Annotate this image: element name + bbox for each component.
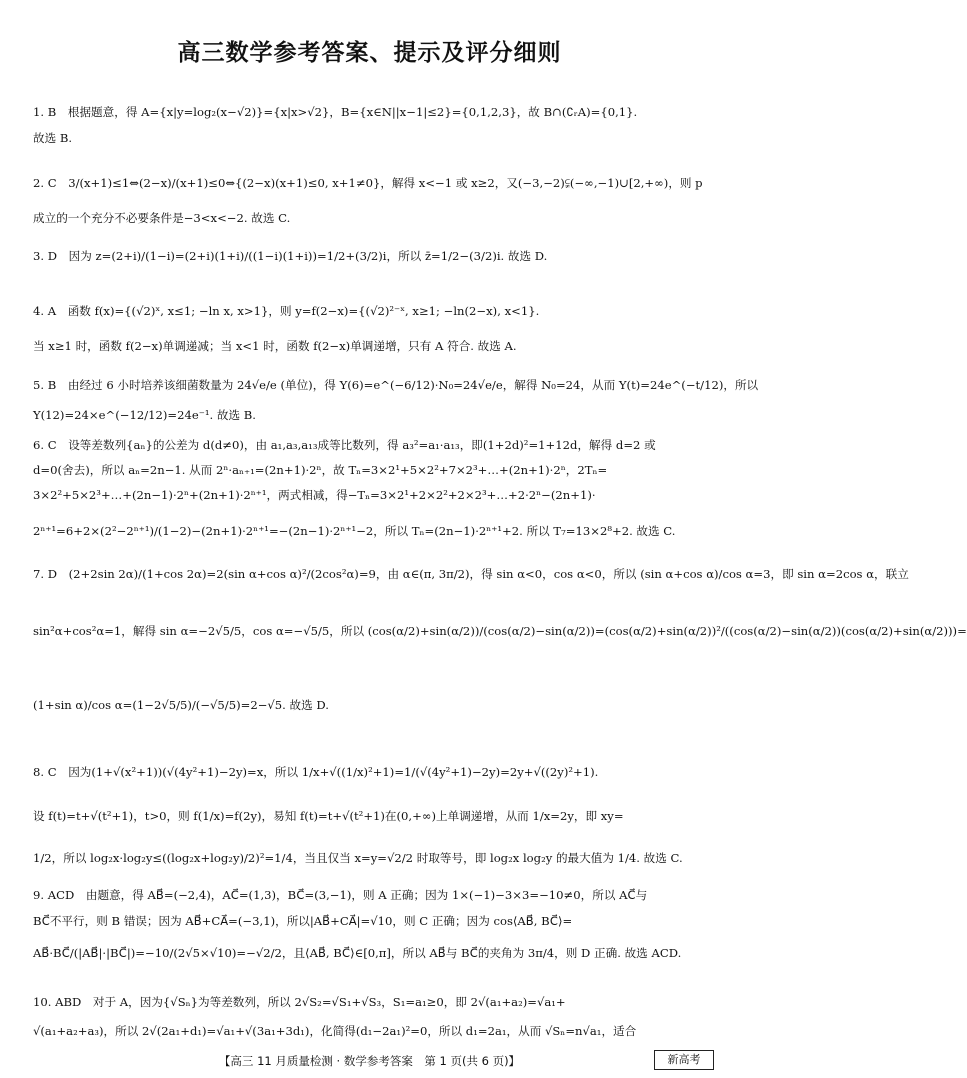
text-line: 7. D (2+2sin 2α)/(1+cos 2α)=2(sin α+cos α)²/(2cos²α)=9，由 α∈(π, 3π/2)，得 sin α<0，cos α<0，所以 (sin α+cos α)/cos α=3，即 sin α=2cos α，联立	[33, 567, 909, 581]
text-line: 故选 B.	[33, 131, 73, 145]
text-line: 9. ACD 由题意，得 AB⃗=(−2,4)，AC⃗=(1,3)，BC⃗=(3,−1)，则 A 正确；因为 1×(−1)−3×3=−10≠0，所以 AC⃗与	[33, 888, 648, 902]
text-line: 成立的一个充分不必要条件是−3<x<−2. 故选 C.	[33, 211, 291, 225]
text-line: 4. A 函数 f(x)={(√2)ˣ, x≤1; −ln x, x>1}，则 y=f(2−x)={(√2)²⁻ˣ, x≥1; −ln(2−x), x<1}.	[33, 304, 540, 318]
text-line: AB⃗·BC⃗/(|AB⃗|·|BC⃗|)=−10/(2√5×√10)=−√2/2，且⟨AB⃗, BC⃗⟩∈[0,π]，所以 AB⃗与 BC⃗的夹角为 3π/4，则 D 正确. 故选 ACD.	[33, 946, 682, 960]
text-line: 5. B 由经过 6 小时培养该细菌数量为 24√e/e (单位)，得 Y(6)=e^(−6/12)·N₀=24√e/e，解得 N₀=24，从而 Y(t)=24e^(−t/12)，所以	[33, 378, 759, 392]
text-line: 3×2²+5×2³+…+(2n−1)·2ⁿ+(2n+1)·2ⁿ⁺¹，两式相减，得−Tₙ=3×2¹+2×2²+2×2³+…+2·2ⁿ−(2n+1)·	[33, 488, 596, 502]
text-line: 当 x≥1 时，函数 f(2−x)单调递减；当 x<1 时，函数 f(2−x)单调递增，只有 A 符合. 故选 A.	[33, 339, 517, 353]
text-line: d=0(舍去)，所以 aₙ=2n−1. 从而 2ⁿ·aₙ₊₁=(2n+1)·2ⁿ，故 Tₙ=3×2¹+5×2²+7×2³+…+(2n+1)·2ⁿ，2Tₙ=	[33, 463, 608, 477]
text-line: 设 f(t)=t+√(t²+1)，t>0，则 f(1/x)=f(2y)，易知 f(t)=t+√(t²+1)在(0,+∞)上单调递增，从而 1/x=2y，即 xy=	[33, 809, 624, 823]
text-line: 1. B 根据题意，得 A={x|y=log₂(x−√2)}={x|x>√2}，B={x∈N||x−1|≤2}={0,1,2,3}，故 B∩(∁ᵣA)={0,1}.	[33, 105, 638, 119]
text-line: 1/2，所以 log₂x·log₂y≤((log₂x+log₂y)/2)²=1/4，当且仅当 x=y=√2/2 时取等号，即 log₂x log₂y 的最大值为 1/4. 故选 C.	[33, 851, 683, 865]
edition-stamp: 新高考	[654, 1050, 714, 1070]
page-title: 高三数学参考答案、提示及评分细则	[177, 40, 562, 66]
text-line: sin²α+cos²α=1，解得 sin α=−2√5/5，cos α=−√5/5，所以 (cos(α/2)+sin(α/2))/(cos(α/2)−sin(α/2))=(cos(α/2)+sin(α/2))²/((cos(α/2)−sin(α/2))(cos(α/2)+sin(α/2)))=	[33, 624, 967, 638]
text-line: 2. C 3/(x+1)≤1⇔(2−x)/(x+1)≤0⇔{(2−x)(x+1)≤0, x+1≠0}，解得 x<−1 或 x≥2，又(−3,−2)⫋(−∞,−1)∪[2,+∞)，则 p	[33, 176, 703, 190]
text-line: BC⃗不平行，则 B 错误；因为 AB⃗+CA⃗=(−3,1)，所以|AB⃗+CA⃗|=√10，则 C 正确；因为 cos⟨AB⃗, BC⃗⟩=	[33, 914, 573, 928]
text-line: Y(12)=24×e^(−12/12)=24e⁻¹. 故选 B.	[33, 408, 256, 422]
text-line: 2ⁿ⁺¹=6+2×(2²−2ⁿ⁺¹)/(1−2)−(2n+1)·2ⁿ⁺¹=−(2n−1)·2ⁿ⁺¹−2，所以 Tₙ=(2n−1)·2ⁿ⁺¹+2. 所以 T₇=13×2⁸+2. 故选 C.	[33, 524, 676, 538]
text-line: √(a₁+a₂+a₃)，所以 2√(2a₁+d₁)=√a₁+√(3a₁+3d₁)，化简得(d₁−2a₁)²=0，所以 d₁=2a₁，从而 √Sₙ=n√a₁，适合	[33, 1024, 637, 1038]
text-line: (1+sin α)/cos α=(1−2√5/5)/(−√5/5)=2−√5. 故选 D.	[33, 698, 329, 712]
text-line: 10. ABD 对于 A，因为{√Sₙ}为等差数列，所以 2√S₂=√S₁+√S₃，S₁=a₁≥0，即 2√(a₁+a₂)=√a₁+	[33, 995, 566, 1009]
page-footer: 【高三 11 月质量检测 · 数学参考答案 第 1 页(共 6 页)】	[218, 1054, 521, 1068]
text-line: 3. D 因为 z=(2+i)/(1−i)=(2+i)(1+i)/((1−i)(1+i))=1/2+(3/2)i，所以 z̄=1/2−(3/2)i. 故选 D.	[33, 249, 548, 263]
text-line: 8. C 因为(1+√(x²+1))(√(4y²+1)−2y)=x，所以 1/x+√((1/x)²+1)=1/(√(4y²+1)−2y)=2y+√((2y)²+1).	[33, 765, 599, 779]
text-line: 6. C 设等差数列{aₙ}的公差为 d(d≠0)，由 a₁,a₃,a₁₃成等比数列，得 a₃²=a₁·a₁₃，即(1+2d)²=1+12d，解得 d=2 或	[33, 438, 656, 452]
